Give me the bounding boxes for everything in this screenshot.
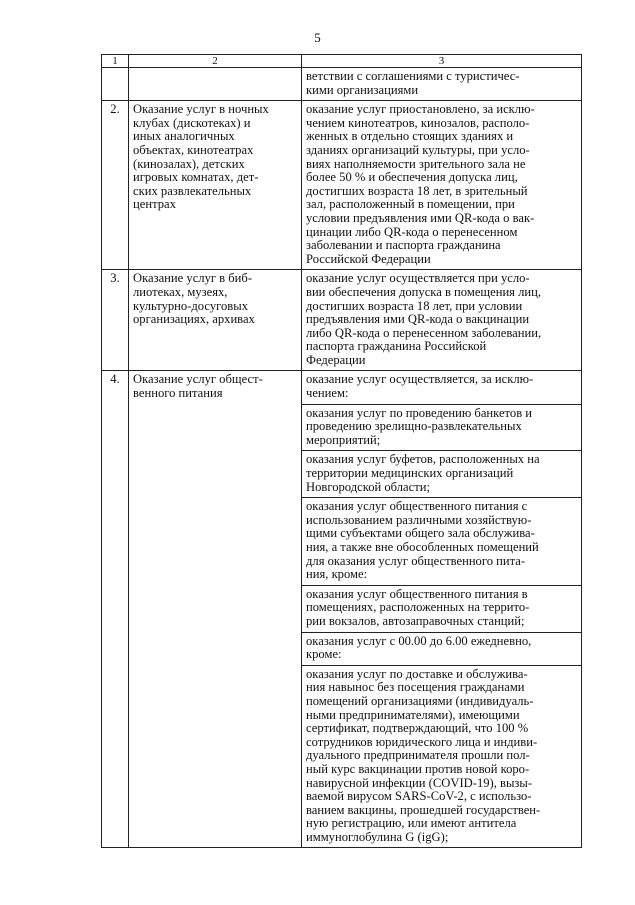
header-col-2: 2 (129, 55, 302, 68)
conditions-cell (302, 270, 582, 371)
conditions-cell (302, 68, 582, 101)
row-number: 2. (102, 101, 129, 270)
row-number: 3. (102, 270, 129, 371)
conditions-cell (302, 371, 582, 848)
condition-text: оказания услуг по проведению банкетов и проведению зрелищно-развлекательных мероприятий; (302, 404, 581, 451)
service-cell (129, 101, 302, 270)
table-row (102, 101, 582, 270)
service-text: Оказание услуг в биб- лиотеках, музеях, культурно-досуговых организациях, архивах (133, 271, 255, 327)
condition-text: оказания услуг по доставке и обслужива- ния навынос без посещения гражданами помещений организациями (индивидуаль- ными предпринимателями), имеющими сертификат, подтверждающий, что 100 % сотрудников юридического лица и индиви- дуального предпринимателя прошли пол- ный курс вакцинации против новой коро- навирусной инфекции (COVID-19), вызы- ваемой вирусом SARS-CoV-2, с использо- ванием вакцины, прошедшей государствен- ную регистрацию, или имеют антитела иммуноглобулина G (igG); (302, 665, 581, 848)
page-number: 5 (314, 30, 321, 45)
condition-text: оказания услуг общественного питания в помещениях, расположенных на террито- рии вокзалов, автозаправочных станций; (302, 585, 581, 632)
table-row (102, 371, 582, 848)
conditions-cell (302, 101, 582, 270)
condition-text: оказание услуг приостановлено, за исклю- чением кинотеатров, кинозалов, располо- женных в отдельно стоящих зданиях и зданиях организаций культуры, при усло- виях наполняемости зрительного зала не более 50 % и обеспечения допуска лиц, достигших возраста 18 лет, в зрительный зал, расположенный в помещении, при условии предъявления ими QR-кода о вак- цинации либо QR-кода о перенесенном заболевании и паспорта гражданина Российской Федерации (306, 102, 535, 266)
table-row (102, 68, 582, 101)
table-row (102, 270, 582, 371)
header-col-1: 1 (102, 55, 129, 68)
service-cell (129, 68, 302, 101)
row-number: 4. (102, 371, 129, 848)
condition-text: оказание услуг осуществляется при усло- вии обеспечения допуска в помещения лиц, достигших возраста 18 лет, при условии предъявления ими QR-кода о вакцинации либо QR-кода о перенесенном заболевании, паспорта гражданина Российской Федерации (306, 271, 542, 367)
service-text: Оказание услуг общест- венного питания (133, 372, 263, 401)
header-col-3: 3 (302, 55, 582, 68)
condition-text: оказание услуг осуществляется, за исклю- чением: (306, 372, 534, 401)
service-cell (129, 371, 302, 848)
condition-text: оказания услуг буфетов, расположенных на территории медицинских организаций Новгородской области; (302, 450, 581, 497)
services-table (101, 54, 582, 848)
condition-text: оказания услуг с 00.00 до 6.00 ежедневно, кроме: (302, 632, 581, 665)
header-row (102, 55, 582, 68)
row-number (102, 68, 129, 101)
condition-text: ветствии с соглашениями с туристичес- кими организациями (306, 69, 520, 97)
condition-text: оказания услуг общественного питания с использованием различными хозяйствую- щими субъектами общего зала обслужива- ния, а также вне обособленных помещений для оказания услуг общественного пита- ния, кроме: (302, 497, 581, 585)
service-cell (129, 270, 302, 371)
service-text: Оказание услуг в ночных клубах (дискотеках) и иных аналогичных объектах, кинотеатрах (кинозалах), детских игровых комнатах, дет- ских развлекательных центрах (133, 102, 269, 212)
